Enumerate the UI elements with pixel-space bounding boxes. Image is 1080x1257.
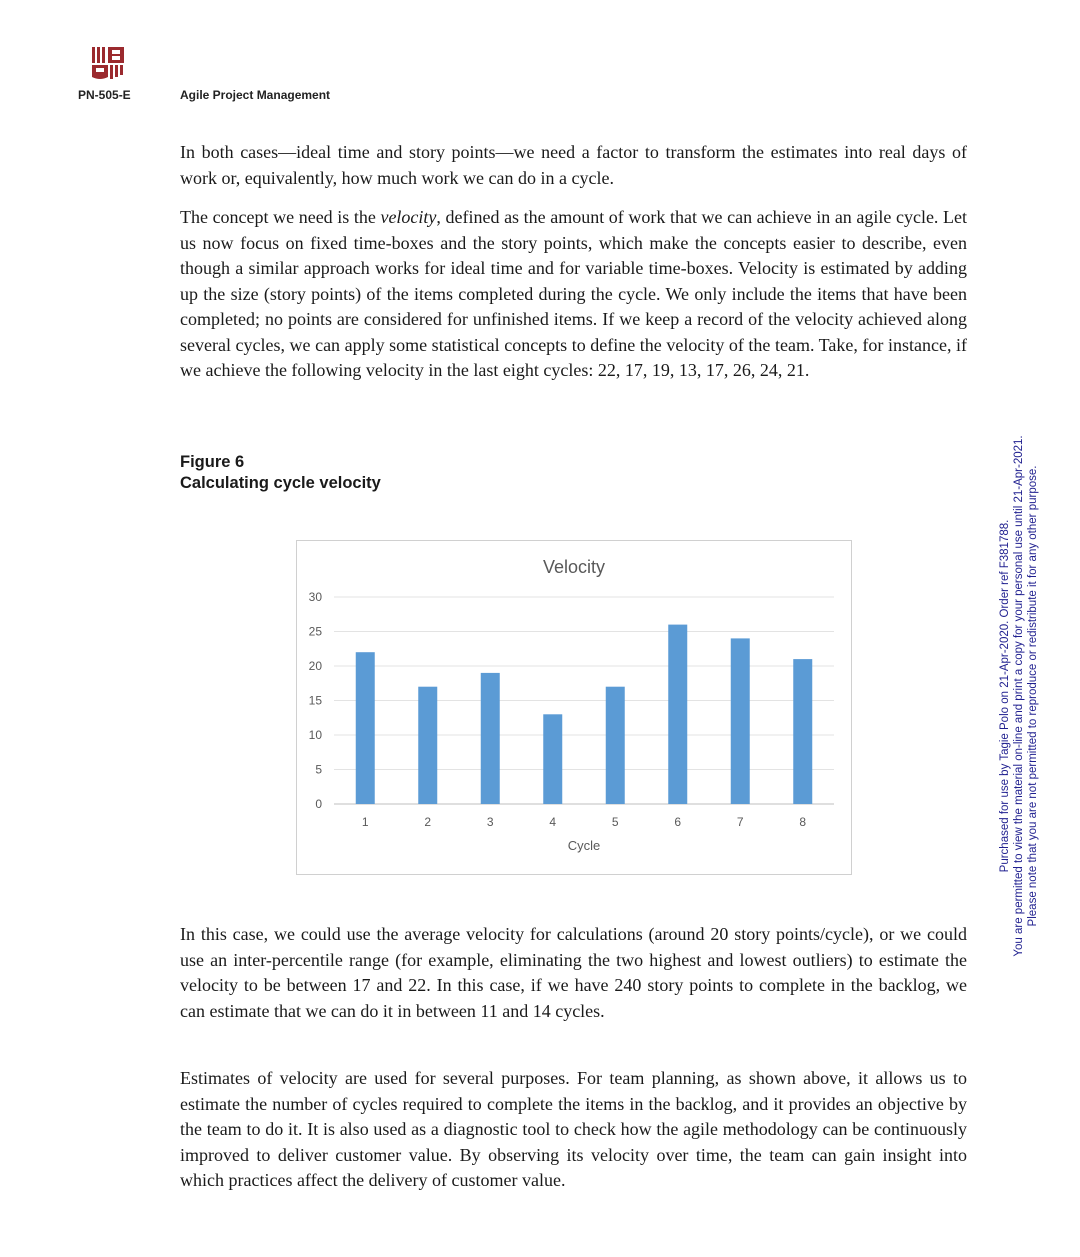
y-tick-label: 30 bbox=[308, 590, 322, 604]
chart-title: Velocity bbox=[542, 557, 606, 577]
velocity-definition-text: , defined as the amount of work that we can achieve in an agile cycle. Let us now focus on fixed time-boxes and the story points, which make the concepts easier to describe, even though a similar approach works for ideal time and for variable time-boxes. Velocity is estimated by adding up the size (story points) of the items completed during the cycle. We only include the items that have been completed; no points are considered for unfinished items. If we keep a record of the velocity achieved along several cycles, we can apply some statistical concepts to define the velocity of the team. Take, for instance, if we achieve the following velocity in the last eight cycles: 22, 17, 19, 13, 17, 26, 24, 21. bbox=[180, 207, 968, 380]
y-tick-label: 10 bbox=[308, 728, 322, 742]
chart-canvas bbox=[297, 541, 851, 874]
y-tick-label: 20 bbox=[308, 659, 322, 673]
paragraph-intro: In both cases—ideal time and story points—we need a factor to transform the estimates into real days of work or, equivalently, how much work we can do in a cycle. bbox=[180, 142, 967, 188]
document-title: Agile Project Management bbox=[180, 88, 331, 102]
x-tick-label: 2 bbox=[424, 815, 432, 829]
bar-cycle-7 bbox=[731, 638, 750, 804]
y-tick-label: 25 bbox=[308, 624, 322, 639]
x-tick-label: 6 bbox=[674, 815, 682, 829]
y-tick-label: 15 bbox=[308, 693, 322, 708]
watermark-line-1: Purchased for use by Tagie Polo on 21-Apr-2020. Order ref F381788. bbox=[999, 519, 1011, 873]
y-tick-label: 5 bbox=[315, 762, 322, 777]
x-tick-label: 4 bbox=[549, 815, 557, 829]
y-tick-label: 0 bbox=[315, 797, 322, 811]
x-tick-label: 5 bbox=[611, 815, 619, 829]
bar-cycle-6 bbox=[668, 625, 687, 804]
velocity-intro-text: The concept we need is the bbox=[180, 207, 381, 227]
figure-caption: Calculating cycle velocity bbox=[180, 474, 381, 492]
purchase-watermark bbox=[998, 396, 1058, 996]
paragraph-velocity-concept bbox=[180, 205, 967, 384]
x-tick-label: 8 bbox=[799, 815, 807, 829]
university-shield-icon bbox=[92, 47, 124, 81]
watermark-line-2: You are permitted to view the material on-line and print a copy for your personal use until 21-Apr-2021. bbox=[1013, 435, 1025, 957]
x-tick-label: 3 bbox=[486, 815, 494, 829]
x-tick-label: 7 bbox=[736, 815, 744, 829]
figure-number: Figure 6 bbox=[180, 453, 245, 471]
paragraph-velocity-uses: Estimates of velocity are used for several purposes. For team planning, as shown above, it allows us to estimate the number of cycles required to complete the items in the backlog, and it provides an objective by the team to do it. It is also used as a diagnostic tool to check how the agile methodology can be continuously improved to deliver customer value. By observing its velocity over time, the team can gain insight into which practices affect the delivery of customer value. bbox=[180, 1068, 967, 1190]
bar-cycle-3 bbox=[481, 673, 500, 804]
x-tick-label: 1 bbox=[361, 815, 369, 829]
watermark-line-3: Please note that you are not permitted to reproduce or redistribute it for any other purpose. bbox=[1027, 465, 1039, 927]
chart-x-axis-label: Cycle bbox=[567, 838, 601, 853]
bar-cycle-4 bbox=[543, 714, 562, 804]
velocity-term: velocity bbox=[380, 207, 437, 227]
paragraph-average-velocity: In this case, we could use the average velocity for calculations (around 20 story points/cycle), or we could use an inter-percentile range (for example, eliminating the two highest and lowest outliers) to estimate the velocity to be between 17 and 22. In this case, if we have 240 story points to complete in the backlog, we can estimate that we can do it in between 11 and 14 cycles. bbox=[180, 924, 967, 1021]
velocity-chart bbox=[296, 540, 852, 875]
bar-cycle-1 bbox=[356, 652, 375, 804]
bar-cycle-8 bbox=[793, 659, 812, 804]
bar-cycle-2 bbox=[418, 687, 437, 804]
bar-cycle-5 bbox=[606, 687, 625, 804]
document-code: PN-505-E bbox=[78, 88, 131, 102]
figure-label bbox=[180, 452, 381, 494]
